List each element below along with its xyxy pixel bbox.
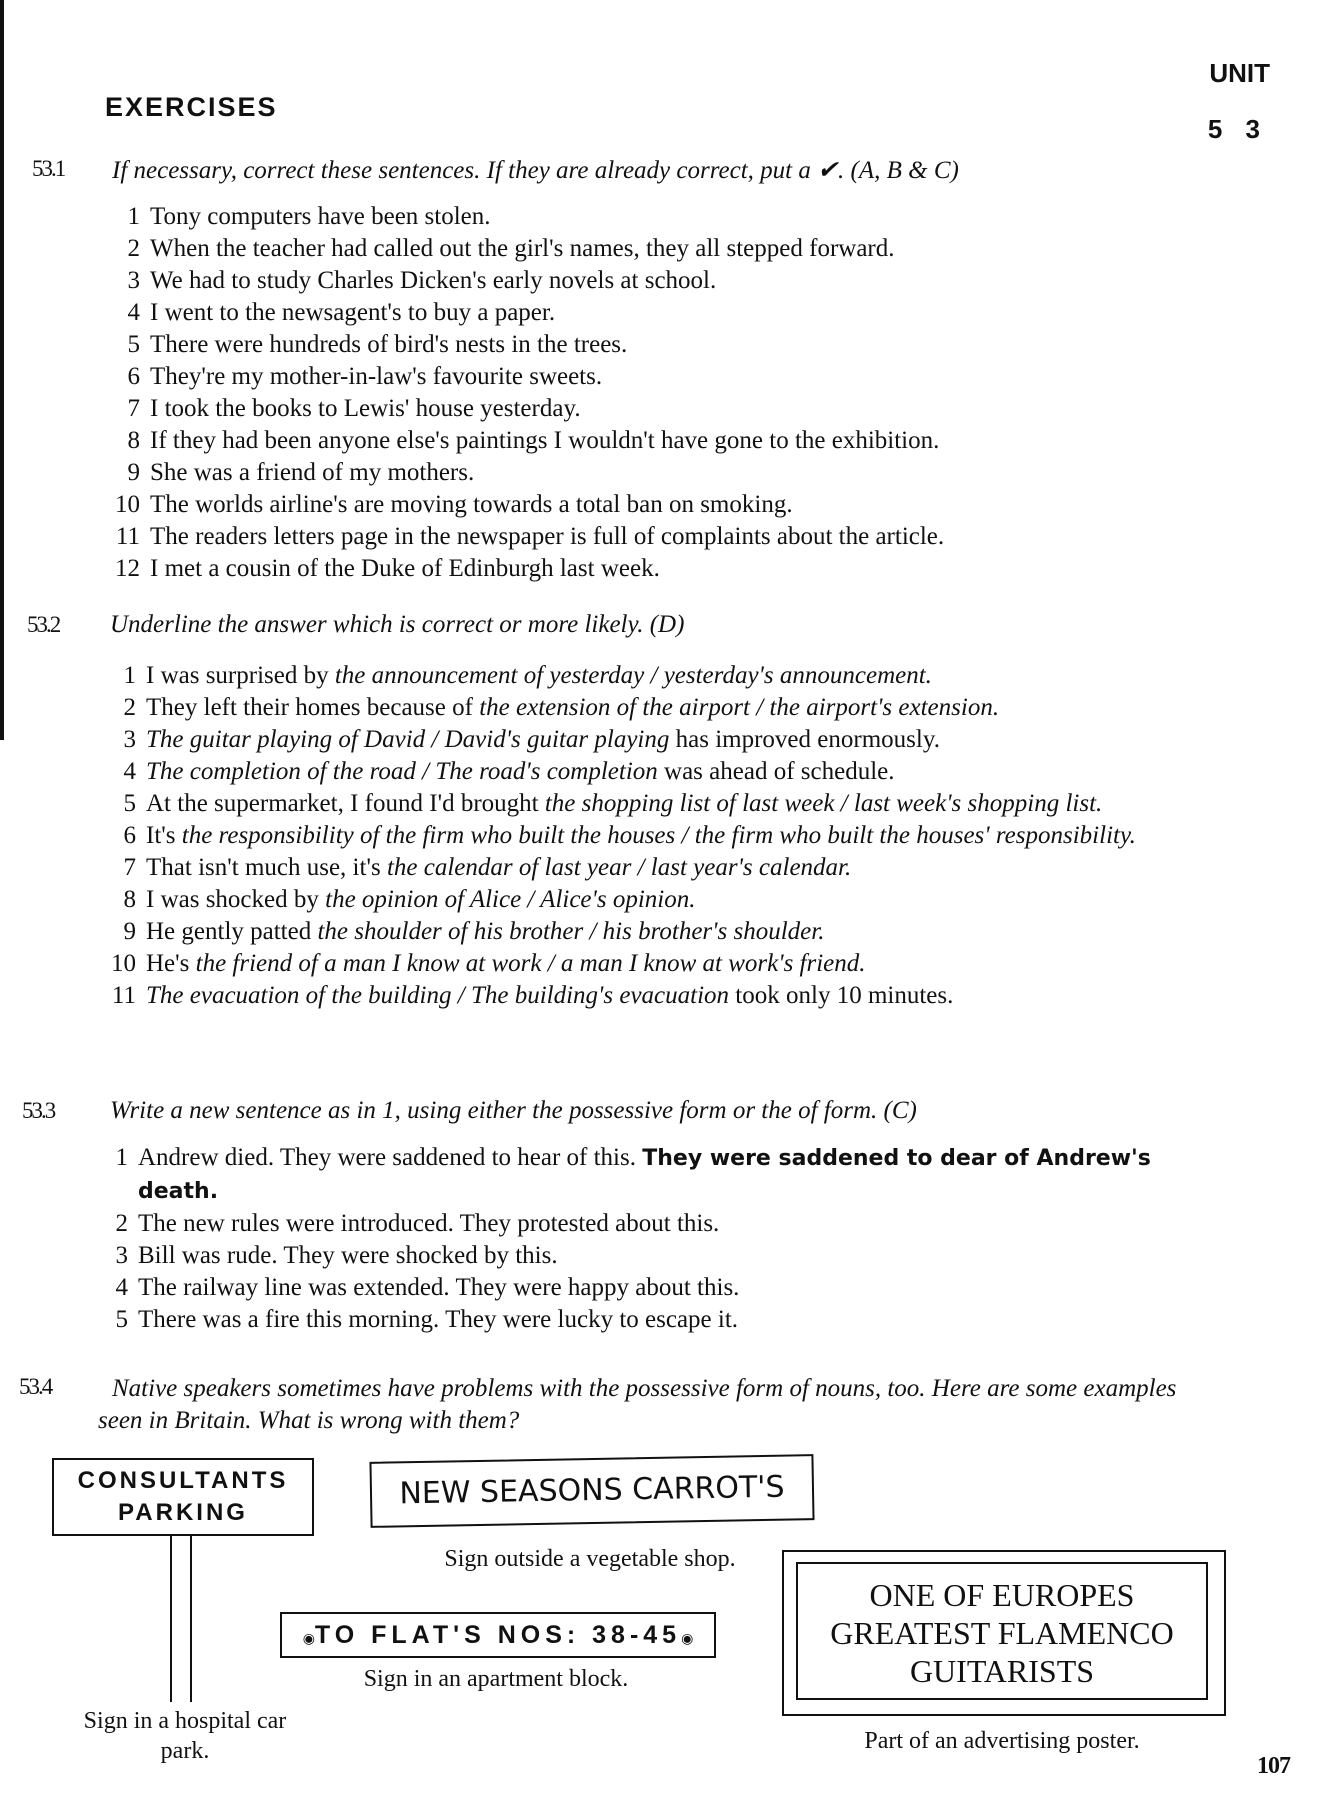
sign-post: [170, 1534, 192, 1702]
list-item: [96, 724, 1211, 756]
page-edge-rule: [0, 0, 4, 740]
page-title: EXERCISES: [105, 92, 278, 122]
vegetable-sign-text: NEW SEASONS CARROT'S: [399, 1469, 785, 1512]
item-text: was ahead of schedule.: [657, 758, 895, 785]
list-item: [88, 1272, 1208, 1304]
list-item: [100, 233, 1200, 265]
section-instruction-53-2: Underline the answer which is correct or more likely. (D): [110, 611, 685, 638]
item-number: 1: [127, 203, 140, 230]
example-answer: They were saddened to dear of Andrew's death.: [138, 1146, 1151, 1204]
item-text: It's: [146, 822, 182, 849]
item-text: Tony computers have been stolen.: [150, 203, 491, 230]
answer-choices[interactable]: The guitar playing of David / David's guitar playing: [146, 726, 670, 753]
list-item: [96, 660, 1211, 692]
hospital-caption: Sign in a hospital car park.: [83, 1708, 287, 1764]
unit-label: UNIT: [1209, 58, 1270, 88]
list-item: [88, 1240, 1208, 1272]
vegetable-sign: [369, 1454, 814, 1528]
list-item: [96, 916, 1211, 948]
item-number: 4: [123, 758, 136, 785]
item-number: 11: [111, 982, 136, 1009]
item-text: They left their homes because of: [146, 694, 480, 721]
list-item: [100, 265, 1200, 297]
list-item: [96, 692, 1211, 724]
list-item: [100, 201, 1200, 233]
list-item: [96, 948, 1211, 980]
hospital-sign-line2: PARKING: [118, 1499, 248, 1526]
item-text: The new rules were introduced. They protested about this.: [138, 1210, 720, 1237]
apartment-caption: Sign in an apartment block.: [363, 1666, 629, 1692]
item-text: He's: [146, 950, 196, 977]
item-text: If they had been anyone else's paintings I wouldn't have gone to the exhibition.: [150, 427, 940, 454]
item-number: 6: [123, 822, 136, 849]
answer-choices[interactable]: the shopping list of last week / last week's shopping list.: [544, 790, 1103, 817]
item-number: 2: [115, 1210, 128, 1237]
list-item: [96, 820, 1211, 852]
answer-choices[interactable]: The completion of the road / The road's completion: [146, 758, 658, 785]
answer-choices[interactable]: the shoulder of his brother / his brother's shoulder.: [317, 918, 825, 945]
item-text: There was a fire this morning. They were lucky to escape it.: [138, 1306, 739, 1333]
item-number: 1: [115, 1144, 128, 1171]
list-item: [100, 393, 1200, 425]
list-item: [100, 457, 1200, 489]
item-text: Bill was rude. They were shocked by this.: [138, 1242, 558, 1269]
item-number: 9: [123, 918, 136, 945]
item-number: 3: [123, 726, 136, 753]
list-item: [100, 297, 1200, 329]
item-number: 2: [123, 694, 136, 721]
list-item: [100, 329, 1200, 361]
item-number: 3: [127, 267, 140, 294]
poster-text: [796, 1562, 1208, 1700]
item-number: 4: [127, 299, 140, 326]
item-text: Andrew died. They were saddened to hear of this.: [138, 1144, 636, 1171]
list-item: [96, 980, 1211, 1012]
item-text: I was surprised by: [146, 662, 335, 689]
answer-choices[interactable]: the opinion of Alice / Alice's opinion.: [325, 886, 696, 913]
item-number: 8: [123, 886, 136, 913]
unit-number: 5 3: [1207, 114, 1268, 144]
page-number: 107: [1257, 1753, 1290, 1779]
screw-icon: ◉: [681, 1630, 694, 1646]
item-text: I went to the newsagent's to buy a paper.: [150, 299, 556, 326]
list-item: [100, 425, 1200, 457]
item-number: 10: [115, 491, 140, 518]
item-number: 11: [115, 523, 140, 550]
item-number: 1: [123, 662, 136, 689]
item-number: 8: [127, 427, 140, 454]
list-item: [88, 1142, 1208, 1208]
list-item: [100, 361, 1200, 393]
list-item: [100, 489, 1200, 521]
section-number-53-1: 53.1: [32, 156, 65, 181]
answer-choices[interactable]: The evacuation of the building / The building's evacuation: [146, 982, 730, 1009]
answer-choices[interactable]: the calendar of last year / last year's calendar.: [386, 854, 852, 881]
item-text: At the supermarket, I found I'd brought: [146, 790, 545, 817]
list-item: [96, 852, 1211, 884]
screw-icon: ◉: [302, 1630, 315, 1646]
section-instruction-53-4: Native speakers sometimes have problems with the possessive form of nouns, too. Here are some examples seen in Britain. What is wrong with them?: [98, 1375, 1177, 1434]
item-number: 4: [115, 1274, 128, 1301]
item-text: I met a cousin of the Duke of Edinburgh last week.: [150, 555, 660, 582]
item-text: has improved enormously.: [669, 726, 940, 753]
list-item: [100, 553, 1200, 585]
apartment-sign: [280, 1612, 716, 1658]
section-number-53-4: 53.4: [19, 1374, 52, 1399]
item-number: 12: [115, 555, 140, 582]
section-number-53-3: 53.3: [22, 1098, 55, 1123]
exercise-list-53-1: [100, 201, 1200, 585]
item-text: I was shocked by: [146, 886, 326, 913]
list-item: [100, 521, 1200, 553]
item-text: There were hundreds of bird's nests in the trees.: [150, 331, 628, 358]
item-text: took only 10 minutes.: [729, 982, 954, 1009]
list-item: [96, 756, 1211, 788]
poster-line1: ONE OF EUROPES: [869, 1577, 1135, 1613]
item-text: We had to study Charles Dicken's early novels at school.: [150, 267, 717, 294]
item-number: 7: [123, 854, 136, 881]
item-number: 5: [123, 790, 136, 817]
list-item: [96, 884, 1211, 916]
item-text: She was a friend of my mothers.: [150, 459, 475, 486]
exercise-list-53-2: [96, 660, 1211, 1012]
apartment-sign-text: TO FLAT'S NOS: 38-45: [314, 1621, 682, 1649]
item-number: 3: [115, 1242, 128, 1269]
section-number-53-2: 53.2: [27, 612, 60, 637]
section-instruction-53-1: If necessary, correct these sentences. If they are already correct, put a ✔. (A, B & C): [112, 157, 959, 184]
item-text: That isn't much use, it's: [146, 854, 387, 881]
item-number: 5: [115, 1306, 128, 1333]
item-text: He gently patted: [146, 918, 318, 945]
list-item: [88, 1208, 1208, 1240]
answer-choices[interactable]: the responsibility of the firm who built the houses / the firm who built the houses' responsibility.: [181, 822, 1136, 849]
item-number: 7: [127, 395, 140, 422]
answer-choices[interactable]: the friend of a man I know at work / a man I know at work's friend.: [195, 950, 866, 977]
item-text: I took the books to Lewis' house yesterday.: [150, 395, 581, 422]
list-item: [96, 788, 1211, 820]
item-text: They're my mother-in-law's favourite sweets.: [150, 363, 603, 390]
item-number: 10: [111, 950, 136, 977]
item-number: 6: [127, 363, 140, 390]
item-text: The railway line was extended. They were happy about this.: [138, 1274, 740, 1301]
hospital-sign-line1: CONSULTANTS: [77, 1467, 289, 1494]
exercise-list-53-3: [88, 1142, 1208, 1336]
poster-caption: Part of an advertising poster.: [864, 1728, 1140, 1754]
item-text: The worlds airline's are moving towards a total ban on smoking.: [150, 491, 793, 518]
section-instruction-53-3: Write a new sentence as in 1, using either the possessive form or the of form. (C): [110, 1097, 917, 1124]
item-number: 2: [127, 235, 140, 262]
item-number: 9: [127, 459, 140, 486]
list-item: [88, 1304, 1208, 1336]
answer-choices[interactable]: the extension of the airport / the airport's extension.: [479, 694, 1000, 721]
item-text: The readers letters page in the newspaper is full of complaints about the article.: [150, 523, 945, 550]
poster-line3: GUITARISTS: [909, 1653, 1095, 1689]
item-text: When the teacher had called out the girl's names, they all stepped forward.: [150, 235, 895, 262]
answer-choices[interactable]: the announcement of yesterday / yesterday's announcement.: [334, 662, 932, 689]
hospital-sign: [52, 1458, 314, 1536]
vegetable-caption: Sign outside a vegetable shop.: [444, 1546, 736, 1572]
item-number: 5: [127, 331, 140, 358]
poster-line2: GREATEST FLAMENCO: [830, 1615, 1174, 1651]
